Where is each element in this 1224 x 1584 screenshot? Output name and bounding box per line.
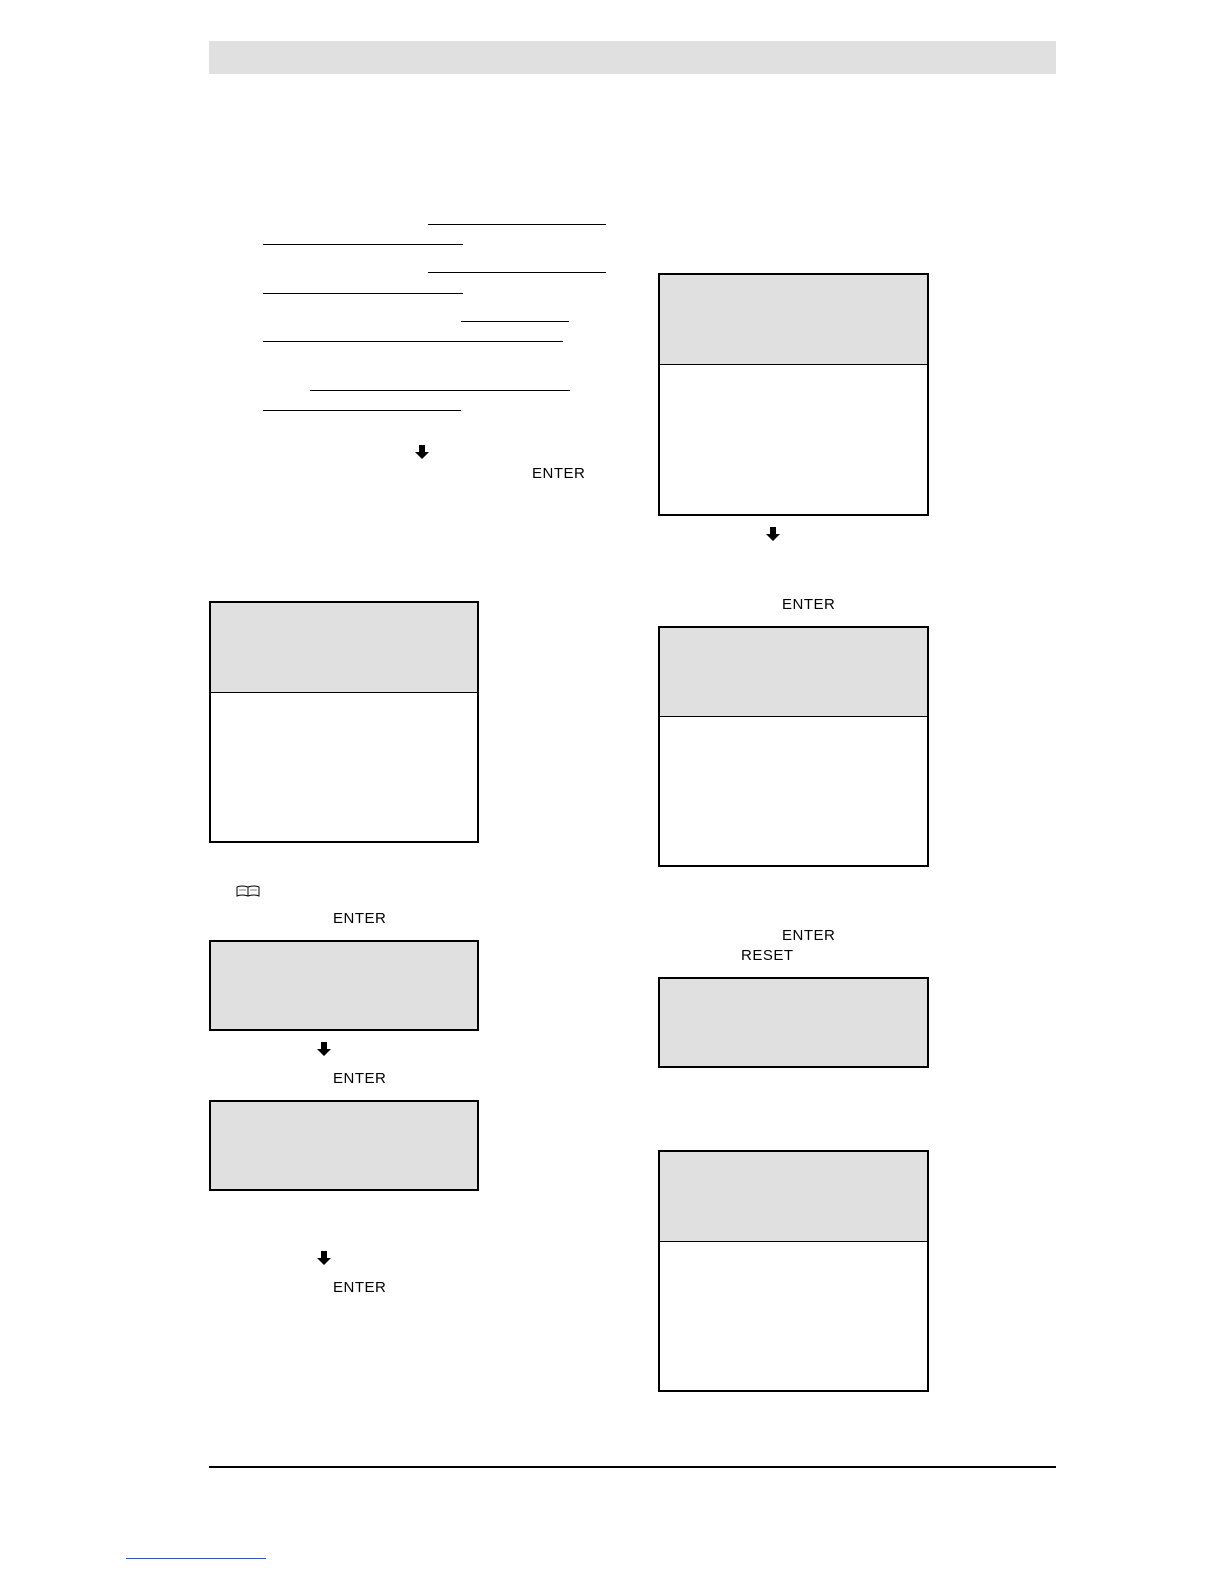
enter-key-label: ENTER [782, 927, 836, 944]
form-line [263, 244, 463, 245]
form-line [310, 390, 570, 391]
header-band [209, 41, 1056, 74]
down-arrow-icon [415, 445, 429, 459]
form-line [263, 341, 563, 342]
footer-rule [209, 1466, 1056, 1468]
bottom-link-underline[interactable] [126, 1558, 266, 1559]
lcd-display [658, 977, 929, 1068]
enter-key-label: ENTER [532, 465, 586, 482]
form-line [428, 224, 606, 225]
lcd-top-section [211, 603, 477, 693]
enter-key-label: ENTER [782, 596, 836, 613]
form-line [461, 321, 569, 322]
lcd-screen [660, 979, 927, 1066]
form-line [428, 272, 606, 273]
lcd-display [209, 601, 479, 843]
reset-key-label: RESET [741, 947, 794, 964]
lcd-top-section [660, 1152, 927, 1242]
book-icon [236, 884, 260, 898]
form-line [263, 410, 461, 411]
down-arrow-icon [766, 527, 780, 541]
enter-key-label: ENTER [333, 910, 387, 927]
enter-key-label: ENTER [333, 1070, 387, 1087]
form-line [263, 293, 463, 294]
lcd-display [209, 1100, 479, 1191]
lcd-display [658, 1150, 929, 1392]
lcd-top-section [660, 275, 927, 365]
lcd-screen [211, 1102, 477, 1189]
lcd-display [209, 940, 479, 1031]
down-arrow-icon [317, 1251, 331, 1265]
lcd-display [658, 626, 929, 867]
lcd-top-section [660, 628, 927, 717]
enter-key-label: ENTER [333, 1279, 387, 1296]
lcd-display [658, 273, 929, 516]
down-arrow-icon [317, 1042, 331, 1056]
lcd-screen [211, 942, 477, 1029]
